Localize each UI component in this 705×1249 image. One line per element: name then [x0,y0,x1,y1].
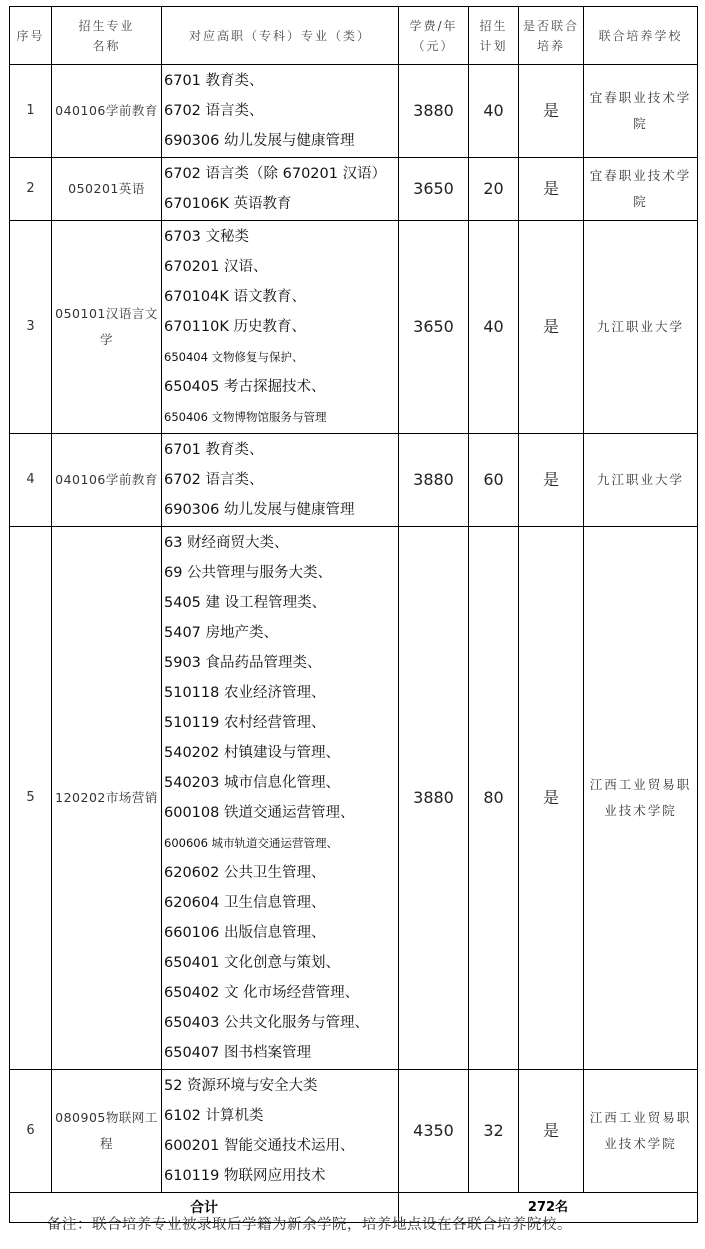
corresponding-major-item: 540202 村镇建设与管理、 [164,745,340,761]
corresponding-major-item: 620602 公共卫生管理、 [164,865,326,881]
partner-school-cell: 江西工业贸易职业技术学院 [584,1070,698,1193]
header-seq: 序号 [10,7,52,65]
tuition-cell: 3880 [399,434,469,527]
corresponding-major-item: 670201 汉语、 [164,259,268,275]
table-row [10,527,698,1070]
joint-training-cell: 是 [519,434,584,527]
corresponding-major-item: 52 资源环境与安全大类 [164,1078,318,1094]
joint-training-cell: 是 [519,158,584,221]
corresponding-major-item: 6701 教育类、 [164,442,264,458]
tuition-cell: 3650 [399,158,469,221]
total-value: 272名 [399,1193,698,1223]
corresponding-major-item: 660106 出版信息管理、 [164,925,326,941]
tuition-cell: 3880 [399,527,469,1070]
joint-training-cell: 是 [519,527,584,1070]
major-name-cell: 080905物联网工程 [52,1070,162,1193]
header-partner: 联合培养学校 [584,7,698,65]
table-row [10,221,698,434]
corresponding-major-item: 6702 语言类、 [164,472,264,488]
corresponding-major-item: 510118 农业经济管理、 [164,685,326,701]
plan-cell: 80 [469,527,519,1070]
corresponding-major-item: 69 公共管理与服务大类、 [164,565,333,581]
corresponding-major-item: 610119 物联网应用技术 [164,1168,326,1184]
seq-cell: 3 [10,221,52,434]
corresponding-major-item: 6702 语言类、 [164,103,264,119]
plan-cell: 40 [469,65,519,158]
table-body [10,65,698,1193]
partner-school-cell: 宜春职业技术学院 [584,158,698,221]
plan-cell: 60 [469,434,519,527]
seq-cell: 6 [10,1070,52,1193]
total-label: 合计 [10,1193,399,1223]
joint-training-cell: 是 [519,65,584,158]
table-row [10,158,698,221]
major-name-cell: 120202市场营销 [52,527,162,1070]
enrollment-table [9,6,698,1223]
partner-school-cell: 宜春职业技术学院 [584,65,698,158]
major-name-cell: 050101汉语言文学 [52,221,162,434]
seq-cell: 4 [10,434,52,527]
corresponding-major-item: 650407 图书档案管理 [164,1045,311,1061]
header-row [10,7,698,65]
corresponding-major-item: 63 财经商贸大类、 [164,535,289,551]
joint-training-cell: 是 [519,221,584,434]
major-name-cell: 040106学前教育 [52,434,162,527]
corresponding-major-item: 650404 文物修复与保护、 [164,350,304,364]
corresponding-major-item: 670110K 历史教育、 [164,319,306,335]
seq-cell: 1 [10,65,52,158]
corresponding-major-item: 650401 文化创意与策划、 [164,955,340,971]
corresponding-major-item: 5903 食品药品管理类、 [164,655,322,671]
corresponding-major-item: 540203 城市信息化管理、 [164,775,340,791]
header-tuition: 学费/年（元） [399,7,469,65]
corresponding-major-item: 620604 卫生信息管理、 [164,895,326,911]
corresponding-major-item: 670104K 语文教育、 [164,289,306,305]
corresponding-major-item: 5405 建 设工程管理类、 [164,595,327,611]
corresponding-major-item: 510119 农村经营管理、 [164,715,326,731]
corresponding-major-item: 5407 房地产类、 [164,625,279,641]
tuition-cell: 3650 [399,221,469,434]
table-row [10,1070,698,1193]
corresponding-major-item: 650406 文物博物馆服务与管理 [164,410,327,424]
corresponding-major-item: 6702 语言类（除 670201 汉语） [164,166,387,182]
corresponding-majors-cell [162,65,399,158]
corresponding-major-item: 690306 幼儿发展与健康管理 [164,133,355,149]
footnote: 备注：联合培养专业被录取后学籍为新余学院，培养地点设在各联合培养院校。 [47,1217,572,1233]
corresponding-major-item: 650403 公共文化服务与管理、 [164,1015,369,1031]
header-major: 招生专业名称 [52,7,162,65]
header-joint: 是否联合培养 [519,7,584,65]
corresponding-major-item: 600606 城市轨道交通运营管理、 [164,836,339,850]
corresponding-major-item: 650402 文 化市场经营管理、 [164,985,360,1001]
plan-cell: 20 [469,158,519,221]
table-row [10,434,698,527]
corresponding-major-item: 6102 计算机类 [164,1108,264,1124]
corresponding-majors-cell [162,434,399,527]
corresponding-major-item: 6703 文秘类 [164,229,250,245]
plan-cell: 40 [469,221,519,434]
corresponding-major-item: 650405 考古探掘技术、 [164,379,326,395]
seq-cell: 5 [10,527,52,1070]
header-corresponding: 对应高职（专科）专业（类） [162,7,399,65]
table-row [10,65,698,158]
partner-school-cell: 九江职业大学 [584,434,698,527]
corresponding-majors-cell [162,158,399,221]
header-plan: 招生计划 [469,7,519,65]
joint-training-cell: 是 [519,1070,584,1193]
seq-cell: 2 [10,158,52,221]
plan-cell: 32 [469,1070,519,1193]
major-name-cell: 040106学前教育 [52,65,162,158]
corresponding-majors-cell [162,221,399,434]
corresponding-majors-cell [162,527,399,1070]
partner-school-cell: 江西工业贸易职业技术学院 [584,527,698,1070]
corresponding-major-item: 600201 智能交通技术运用、 [164,1138,355,1154]
corresponding-majors-cell [162,1070,399,1193]
corresponding-major-item: 6701 教育类、 [164,73,264,89]
tuition-cell: 4350 [399,1070,469,1193]
partner-school-cell: 九江职业大学 [584,221,698,434]
corresponding-major-item: 690306 幼儿发展与健康管理 [164,502,355,518]
corresponding-major-item: 670106K 英语教育 [164,196,292,212]
corresponding-major-item: 600108 铁道交通运营管理、 [164,805,355,821]
tuition-cell: 3880 [399,65,469,158]
major-name-cell: 050201英语 [52,158,162,221]
